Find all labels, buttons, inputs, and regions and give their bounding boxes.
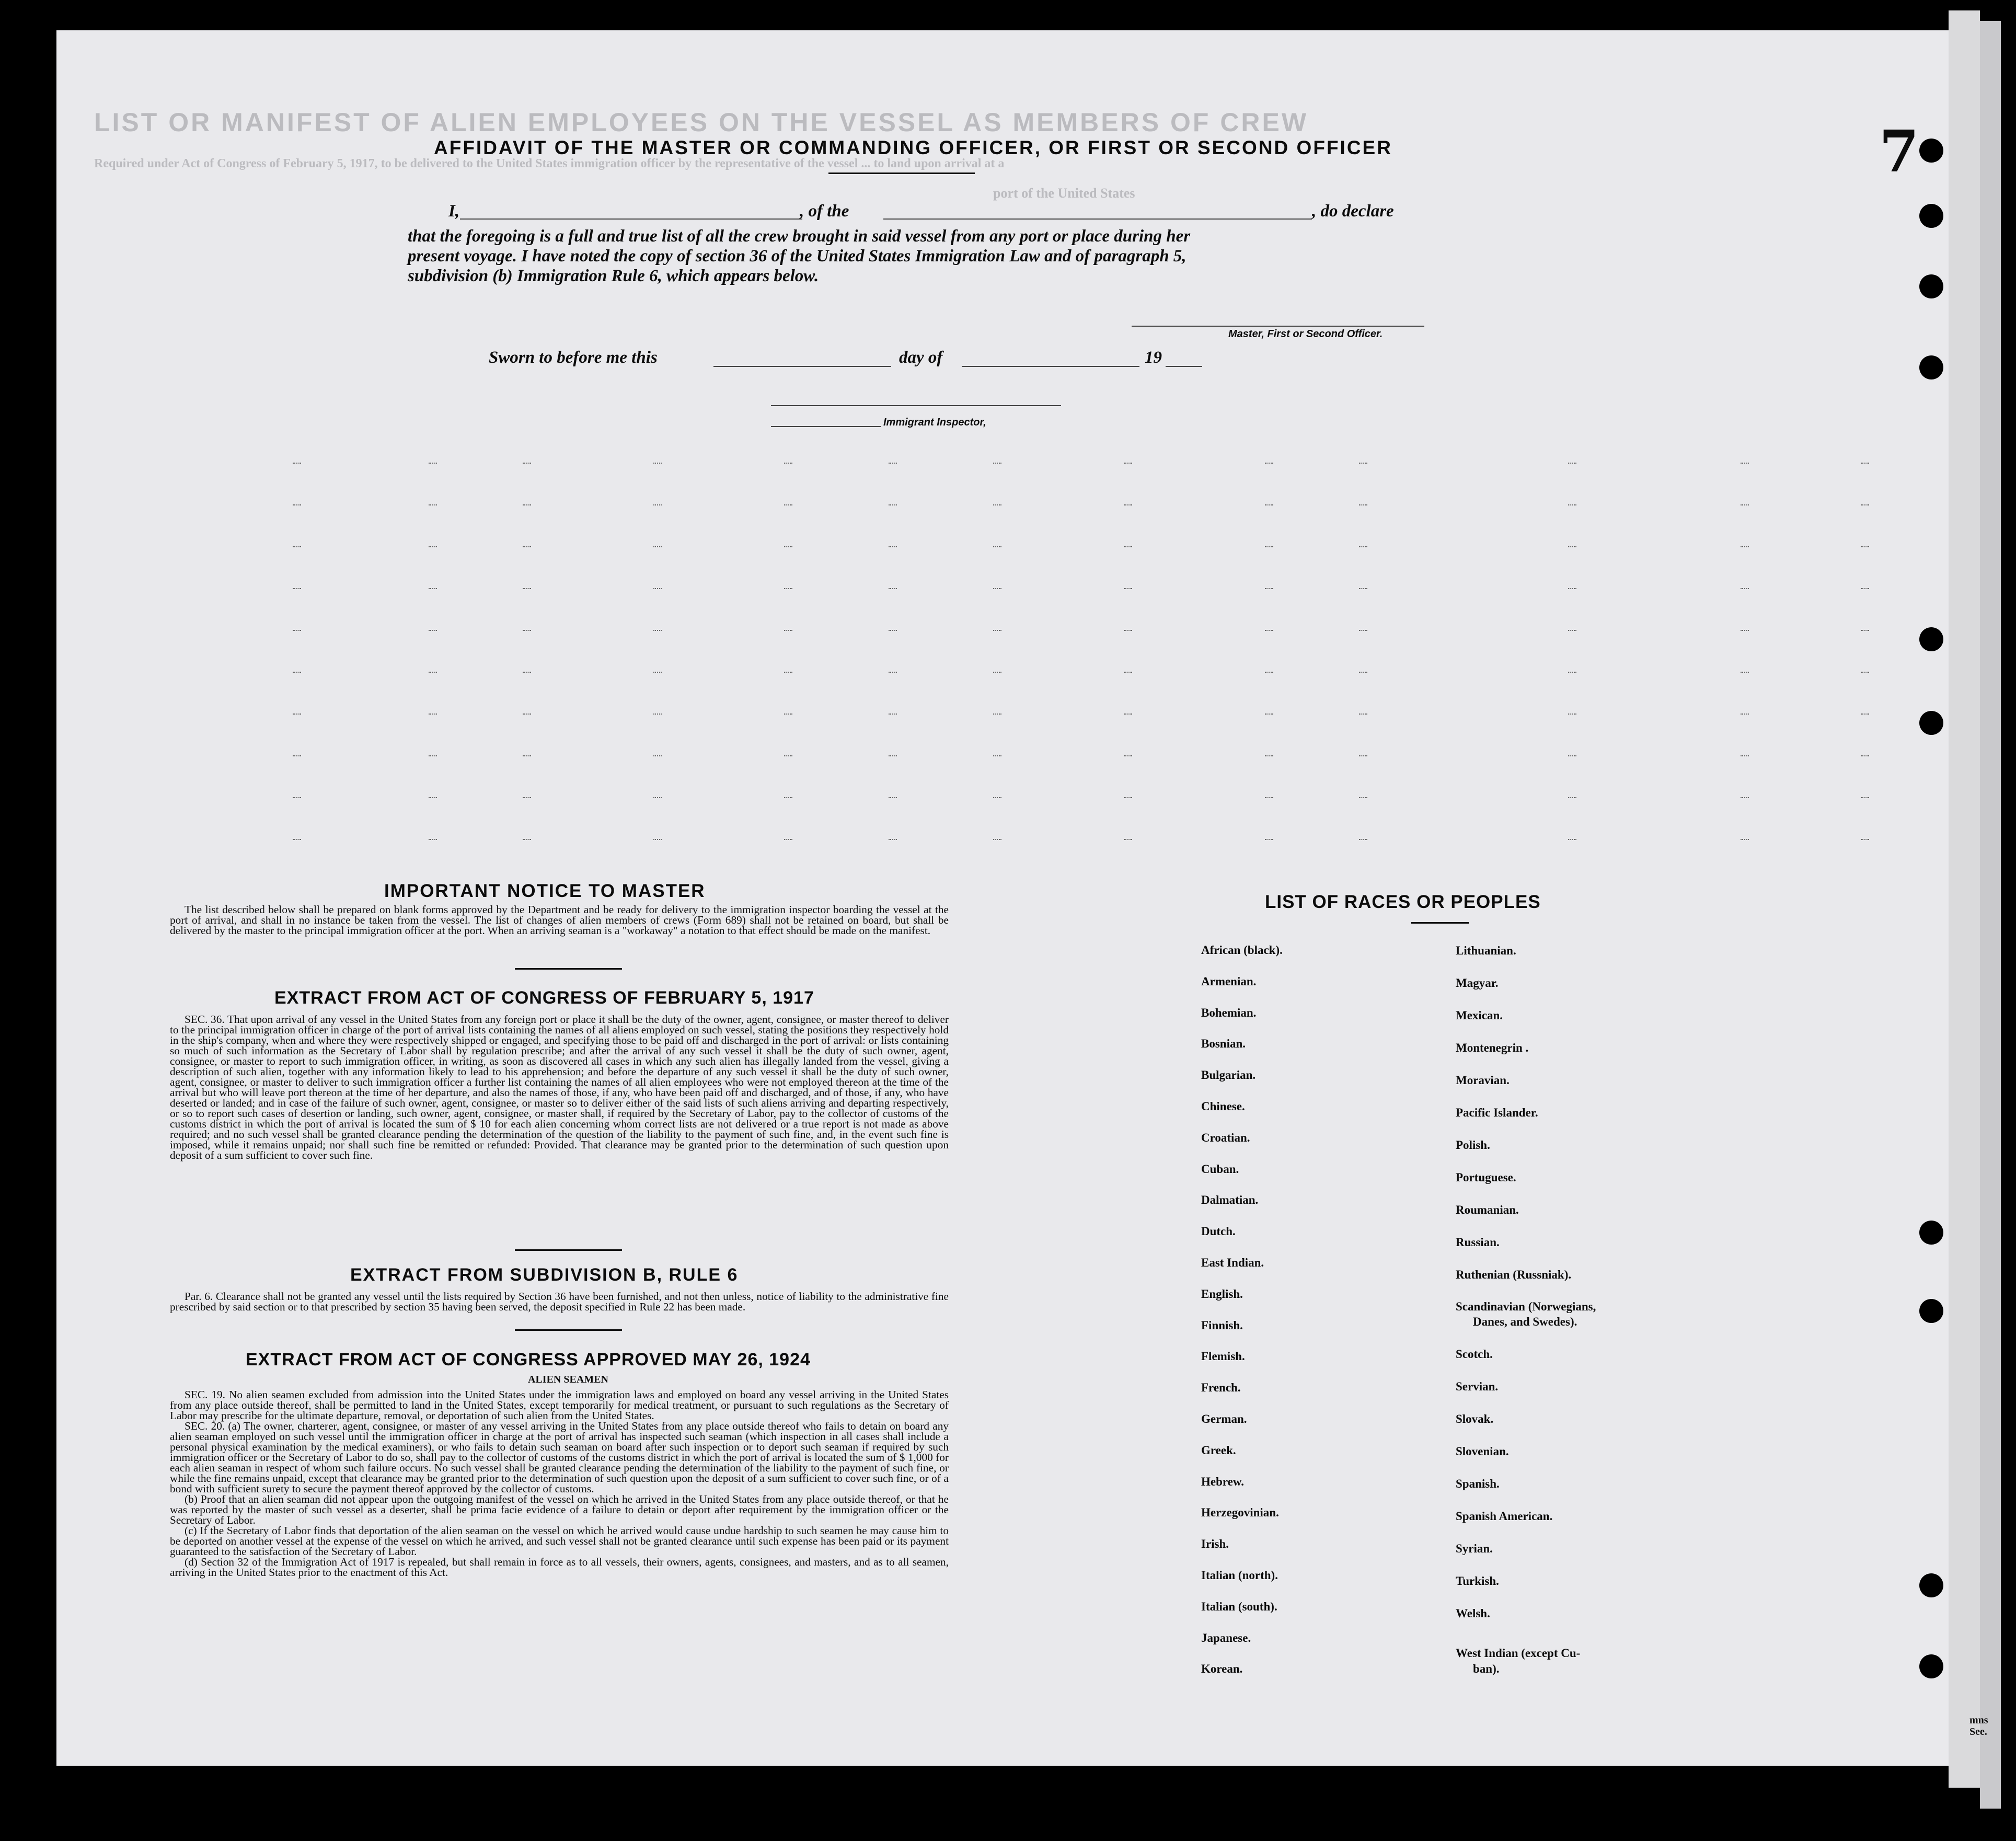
faint-dash (1124, 630, 1132, 631)
faint-dash (1124, 839, 1132, 840)
faint-dash (889, 755, 897, 756)
faint-dash (429, 588, 437, 589)
race-right-item: Danes, and Swedes). (1473, 1315, 1577, 1328)
faint-dash (523, 714, 531, 715)
faint-dash (429, 839, 437, 840)
extract-1917-rule (515, 1249, 622, 1251)
faint-dash (1861, 714, 1869, 715)
race-left-item: Armenian. (1201, 974, 1257, 988)
race-right-item: Montenegrin . (1456, 1041, 1529, 1054)
notice-text: The list described below shall be prepared on blank forms approved by the Department and be ready for delivery to the immigration inspector boarding the vessel at the port of arrival, and shall in no instance be taken from the vessel. The list of changes of alien members of crews (Form 689) shall not be retained on board, but shall be delivered by the master to the principal immigration officer at the port. When an arriving seaman is a "workaway" a notation to that effect should be made on the manifest. (170, 903, 949, 937)
affidavit-line2: that the foregoing is a full and true list of all the crew brought in said vessel from any port or place during her (408, 227, 1191, 246)
faint-dash (1265, 797, 1273, 798)
faint-dash (1568, 588, 1576, 589)
faint-dash (293, 546, 301, 547)
faint-dash (429, 755, 437, 756)
race-left-item: Bulgarian. (1201, 1068, 1256, 1082)
affidavit-declare: , do declare (1312, 202, 1394, 221)
race-left-item: Korean. (1201, 1662, 1243, 1676)
race-left-item: Chinese. (1201, 1100, 1245, 1113)
faint-dash (1568, 672, 1576, 673)
faint-dash (1861, 588, 1869, 589)
race-left-item: Herzegovinian. (1201, 1506, 1279, 1520)
faint-dash (784, 630, 792, 631)
margin-handwritten-mark: 7 (1879, 118, 1919, 185)
race-left-item: Italian (south). (1201, 1600, 1277, 1613)
faint-dash (1265, 463, 1273, 464)
race-right-item: West Indian (except Cu- (1456, 1647, 1581, 1660)
faint-dash (1861, 546, 1869, 547)
sec20b-text: (b) Proof that an alien seaman did not appear upon the outgoing manifest of the vessel on which he arrived in the United States from any place outside thereof, or that he was reported by the master of such vessel as a deserter, shall be prima facie evidence of a failure to detain or deport after requirement by the immigration officer or the Secretary of Labor. (170, 1493, 949, 1526)
faint-dash (1359, 588, 1367, 589)
faint-dash (1568, 546, 1576, 547)
faint-dash (1124, 463, 1132, 464)
faint-dash (1265, 672, 1273, 673)
faint-dash (1741, 630, 1749, 631)
race-right-item: Roumanian. (1456, 1203, 1519, 1216)
faint-dash (653, 797, 662, 798)
extract-1917-body (170, 1014, 949, 1160)
inspector-caption: Immigrant Inspector, (883, 417, 986, 428)
faint-dash (1124, 755, 1132, 756)
faint-dash (1124, 797, 1132, 798)
extract-1924-body (170, 1389, 949, 1578)
faint-dash (293, 463, 301, 464)
faint-dash (993, 797, 1001, 798)
faint-dash (784, 588, 792, 589)
faint-dash (1265, 630, 1273, 631)
faint-dash (1359, 839, 1367, 840)
affidavit-of-the: , of the (800, 202, 849, 221)
sworn-text: Sworn to before me this (489, 348, 658, 367)
race-right-item: Ruthenian (Russniak). (1456, 1268, 1572, 1281)
faint-dash (1359, 463, 1367, 464)
extract-1917-heading: EXTRACT FROM ACT OF CONGRESS OF FEBRUARY 5, 1917 (274, 988, 814, 1008)
faint-dash (889, 630, 897, 631)
faint-dash (653, 755, 662, 756)
binder-hole (1919, 274, 1943, 298)
faint-dash (889, 672, 897, 673)
faint-dash (1741, 546, 1749, 547)
faint-dash (1265, 546, 1273, 547)
faint-dash (993, 672, 1001, 673)
ghost-subtitle: Required under Act of Congress of February 5, 1917, to be delivered to the United States immigration officer by the representative of the vessel ... to land upon arrival at a (94, 157, 1005, 170)
faint-dash (523, 463, 531, 464)
faint-dash (1741, 714, 1749, 715)
faint-dash (653, 839, 662, 840)
faint-dash (523, 630, 531, 631)
notice-body (170, 904, 949, 936)
faint-dash (889, 546, 897, 547)
races-rule (1411, 922, 1469, 924)
faint-dash (1124, 504, 1132, 505)
faint-dash (889, 797, 897, 798)
faint-dash (1124, 588, 1132, 589)
rule6-body (170, 1291, 949, 1312)
faint-dash (1568, 714, 1576, 715)
name-blank (460, 218, 802, 220)
faint-dash (653, 588, 662, 589)
edge-text-1: mns (1969, 1715, 1988, 1726)
race-right-item: Lithuanian. (1456, 944, 1516, 957)
race-left-item: Finnish. (1201, 1318, 1243, 1332)
race-right-item: Turkish. (1456, 1574, 1499, 1587)
faint-dash (993, 588, 1001, 589)
faint-dash (784, 797, 792, 798)
race-right-item: Slovak. (1456, 1412, 1494, 1425)
faint-dash (889, 463, 897, 464)
binder-hole (1919, 711, 1943, 735)
faint-dash (1741, 504, 1749, 505)
faint-dash (1568, 630, 1576, 631)
faint-dash (1568, 755, 1576, 756)
race-left-item: French. (1201, 1381, 1241, 1395)
faint-dash (1568, 463, 1576, 464)
race-left-item: Irish. (1201, 1537, 1229, 1551)
faint-dash (889, 504, 897, 505)
faint-dash (1568, 797, 1576, 798)
race-right-item: Magyar. (1456, 976, 1499, 989)
faint-dash (293, 839, 301, 840)
faint-dash (1861, 630, 1869, 631)
race-left-item: Japanese. (1201, 1631, 1251, 1644)
month-blank (962, 366, 1139, 367)
faint-dash (653, 630, 662, 631)
race-left-item: Dalmatian. (1201, 1193, 1259, 1207)
year-prefix: 19 (1145, 348, 1162, 367)
faint-dash (993, 504, 1001, 505)
sec20-text: SEC. 20. (a) The owner, charterer, agent, consignee, or master of any vessel arriving in the United States from any place outside thereof who fails to detain on board any alien seaman employed on such vessel until the immigration officer in charge at the port of arrival has inspected such seaman (which inspection in all cases shall include a personal physical examination by the medical examiners), or who fails to detain such seaman on board after such inspection or to deport such seaman if required by such immigration officer or the Secretary of Labor to do so, shall pay to the collector of customs of the customs district in which the port of arrival is located the sum of $ 1,000 for each alien seaman in respect of whom such failure occurs. No such vessel shall be granted clearance pending the determination of the liability to the payment of such fine, or while the fine remains unpaid, except that clearance may be granted prior to the determination of such question upon the deposit of a sum sufficient to cover such fine, or of a bond with sufficient surety to secure the payment thereof approved by the collector of customs. (170, 1420, 949, 1495)
faint-dash (1124, 546, 1132, 547)
faint-dash (293, 588, 301, 589)
binder-hole (1919, 139, 1943, 163)
faint-dash (293, 714, 301, 715)
faint-dash (1359, 797, 1367, 798)
faint-dash (1359, 504, 1367, 505)
faint-dash (784, 714, 792, 715)
faint-dash (293, 797, 301, 798)
faint-dash (1861, 755, 1869, 756)
binder-hole (1919, 627, 1943, 651)
binder-hole (1919, 1299, 1943, 1323)
race-left-item: Italian (north). (1201, 1569, 1278, 1582)
faint-dash (1359, 755, 1367, 756)
race-right-item: Moravian. (1456, 1074, 1510, 1087)
faint-dash (1359, 714, 1367, 715)
faint-dash (1265, 588, 1273, 589)
sec20c-text: (c) If the Secretary of Labor finds that deportation of the alien seaman on the vessel on which he arrived would cause undue hardship to such seamen he may cause him to be deported on another vessel at the expense of the vessel on which he arrived, and such vessel shall not be granted clearance until such expense has been paid or its payment guaranteed to the satisfaction of the Secretary of Labor. (170, 1524, 949, 1558)
faint-dash (889, 588, 897, 589)
faint-dash (1265, 755, 1273, 756)
sec19-text: SEC. 19. No alien seamen excluded from admission into the United States under the immigration laws and employed on board any vessel arriving in the United States from any place outside thereof, shall be permitted to land in the United States, except temporarily for medical treatment, or pursuant to such regulations as the Secretary of Labor may prescribe for the ultimate departure, removal, or deportation of such alien from the United States. (170, 1388, 949, 1422)
race-left-item: German. (1201, 1412, 1247, 1425)
faint-dash (1359, 630, 1367, 631)
faint-dash (523, 504, 531, 505)
vessel-blank (883, 218, 1312, 220)
binder-hole (1919, 204, 1943, 228)
rule6-heading: EXTRACT FROM SUBDIVISION B, RULE 6 (350, 1265, 739, 1285)
edge-text (1969, 1715, 1988, 1738)
affidavit-i: I, (448, 202, 460, 221)
faint-dash (993, 839, 1001, 840)
edge-text-2: See. (1969, 1726, 1987, 1738)
faint-dash (653, 546, 662, 547)
faint-dash (523, 546, 531, 547)
affidavit-line3: present voyage. I have noted the copy of section 36 of the United States Immigration Law and of paragraph 5, (408, 247, 1186, 266)
notice-heading: IMPORTANT NOTICE TO MASTER (384, 881, 706, 901)
faint-dash (1741, 797, 1749, 798)
faint-dash (653, 672, 662, 673)
faint-dash (1861, 672, 1869, 673)
race-left-item: Hebrew. (1201, 1475, 1244, 1488)
race-right-item: Russian. (1456, 1236, 1500, 1249)
rule6-text: Par. 6. Clearance shall not be granted any vessel until the lists required by Section 36 have been furnished, and not then unless, notice of liability to the administrative fine prescribed by said section or to that prescribed by section 35 having been served, the deposit specified in Rule 22 has been made. (170, 1290, 949, 1313)
faint-dash (429, 797, 437, 798)
faint-dash (784, 672, 792, 673)
race-left-item: Bohemian. (1201, 1006, 1257, 1019)
faint-dash (1359, 672, 1367, 673)
faint-dash (523, 755, 531, 756)
faint-dash (653, 504, 662, 505)
race-right-item: Mexican. (1456, 1009, 1503, 1022)
page-edge-back (1980, 21, 2001, 1809)
title-rule (828, 172, 975, 174)
race-right-item: Spanish American. (1456, 1510, 1553, 1523)
affidavit-line4: subdivision (b) Immigration Rule 6, which appears below. (408, 267, 819, 285)
year-blank (1166, 366, 1202, 367)
faint-dash (784, 839, 792, 840)
faint-dash (993, 463, 1001, 464)
signature-caption: Master, First or Second Officer. (1228, 328, 1383, 340)
faint-dash (523, 839, 531, 840)
race-left-item: Dutch. (1201, 1225, 1236, 1238)
faint-dash (523, 797, 531, 798)
race-left-item: Bosnian. (1201, 1037, 1246, 1051)
notice-rule (515, 968, 622, 970)
race-right-item: Slovenian. (1456, 1445, 1509, 1458)
race-right-item: Syrian. (1456, 1542, 1493, 1555)
faint-dash (889, 714, 897, 715)
faint-dash (1359, 546, 1367, 547)
faint-dash (293, 755, 301, 756)
faint-dash (1124, 714, 1132, 715)
faint-dash (1568, 839, 1576, 840)
race-left-item: Cuban. (1201, 1162, 1239, 1176)
race-right-item: Portuguese. (1456, 1171, 1516, 1184)
faint-dash (429, 504, 437, 505)
binder-hole (1919, 1221, 1943, 1245)
faint-dash (784, 463, 792, 464)
faint-dash (784, 546, 792, 547)
faint-dash (1265, 504, 1273, 505)
rule6-rule (515, 1329, 622, 1331)
faint-dash (1861, 797, 1869, 798)
faint-dash (1741, 588, 1749, 589)
race-left-item: Croatian. (1201, 1131, 1250, 1144)
binder-hole (1919, 355, 1943, 379)
faint-dash (1861, 463, 1869, 464)
race-right-item: Scandinavian (Norwegians, (1456, 1300, 1596, 1313)
sec36-text: SEC. 36. That upon arrival of any vessel in the United States from any foreign port or place it shall be the duty of the owner, agent, consignee, or master thereof to deliver to the principal immigration officer in charge of the port of arrival lists containing the names of all aliens employed on such vessel, stating the positions they respectively hold in the ship's company, when and where they were respectively shipped or engaged, and specifying those to be paid off and discharged in the port of arrival: or lists containing so much of such information as the Secretary of Labor shall by regulation prescribe; and after the arrival of any such vessel it shall be the duty of such owner, agent, consignee, or master to report to such immigration officer, in writing, as soon as discovered all cases in which any such alien has illegally landed from the vessel, giving a description of such alien, together with any information likely to lead to his apprehension; and before the departure of any such vessel it shall be the duty of such owner, agent, consignee, or master to deliver to such immigration officer a further list containing the names of all alien employees who were not employed thereon at the time of the arrival but who will leave port thereon at the time of her departure, and also the names of those, if any, who have been paid off and discharged, and of those, if any, who have deserted or landed; and in case of the failure of such owner, agent, consignee, or master so to deliver either of the said lists of such aliens arriving and departing respectively, or so to report such cases of desertion or landing, such owner, agent, consignee, or master shall, if required by the Secretary of Labor, pay to the collector of customs of the customs district in which the port of arrival is located the sum of $ 10 for each alien concerning whom correct lists are not delivered or a true report is not made as above required; and no such vessel shall be granted clearance pending the determination of the question of the liability to the payment of such fine, and, in the event such fine is imposed, while it remains unpaid; nor shall such fine be remitted or refunded: Provided. That clearance may be granted prior to the determination of such question upon deposit of a sum sufficient to cover such fine. (170, 1013, 949, 1161)
races-heading: LIST OF RACES OR PEOPLES (1265, 892, 1541, 912)
faint-dash (889, 839, 897, 840)
race-left-item: Flemish. (1201, 1350, 1245, 1363)
faint-dash (993, 755, 1001, 756)
affidavit-title: AFFIDAVIT OF THE MASTER OR COMMANDING OFFICER, OR FIRST OR SECOND OFFICER (434, 137, 1392, 158)
faint-dash (523, 588, 531, 589)
faint-dash (1124, 672, 1132, 673)
faint-dash (993, 546, 1001, 547)
faint-dash (1265, 839, 1273, 840)
faint-dash (293, 630, 301, 631)
sec20d-text: (d) Section 32 of the Immigration Act of 1917 is repealed, but shall remain in force as to all vessels, their owners, agents, consignees, and masters, and as to all seamen, arriving in the United States prior to the enactment of this Act. (170, 1556, 949, 1579)
faint-dash (1568, 504, 1576, 505)
race-right-item: ban). (1473, 1662, 1500, 1675)
faint-dash (1861, 839, 1869, 840)
faint-dash (993, 630, 1001, 631)
binder-hole (1919, 1573, 1943, 1597)
race-right-item: Pacific Islander. (1456, 1106, 1538, 1119)
faint-dash (1741, 755, 1749, 756)
ghost-port: port of the United States (993, 186, 1135, 201)
race-left-item: Greek. (1201, 1443, 1236, 1457)
binder-hole (1919, 1654, 1943, 1678)
race-left-item: African (black). (1201, 943, 1283, 957)
faint-dash (293, 672, 301, 673)
ghost-title: LIST OR MANIFEST OF ALIEN EMPLOYEES ON THE VESSEL AS MEMBERS OF CREW (94, 108, 1309, 137)
inspector-line-top (771, 405, 1061, 406)
race-right-item: Scotch. (1456, 1348, 1493, 1361)
race-right-item: Welsh. (1456, 1607, 1490, 1620)
faint-dash (523, 672, 531, 673)
faint-dash (429, 546, 437, 547)
faint-dash (293, 504, 301, 505)
faint-dash (784, 755, 792, 756)
race-left-item: English. (1201, 1287, 1243, 1301)
page-edge (1949, 10, 1980, 1788)
faint-dash (784, 504, 792, 505)
faint-dash (1265, 714, 1273, 715)
faint-dash (429, 714, 437, 715)
race-right-item: Servian. (1456, 1380, 1499, 1393)
signature-line (1132, 326, 1424, 327)
faint-dash (993, 714, 1001, 715)
faint-dash (429, 672, 437, 673)
extract-1924-heading: EXTRACT FROM ACT OF CONGRESS APPROVED MAY 26, 1924 (246, 1350, 811, 1370)
faint-dash (1741, 672, 1749, 673)
faint-dash (653, 714, 662, 715)
inspector-line (771, 426, 881, 427)
faint-dash (429, 463, 437, 464)
faint-dash (429, 630, 437, 631)
race-right-item: Spanish. (1456, 1477, 1500, 1490)
faint-dash (1741, 463, 1749, 464)
race-right-item: Polish. (1456, 1138, 1490, 1152)
faint-dash (1861, 504, 1869, 505)
faint-dash (1741, 839, 1749, 840)
day-of-text: day of (899, 348, 943, 367)
alien-seamen-subheading: ALIEN SEAMEN (528, 1374, 608, 1385)
faint-dash (653, 463, 662, 464)
race-left-item: East Indian. (1201, 1256, 1264, 1269)
sworn-day-blank (713, 366, 891, 367)
